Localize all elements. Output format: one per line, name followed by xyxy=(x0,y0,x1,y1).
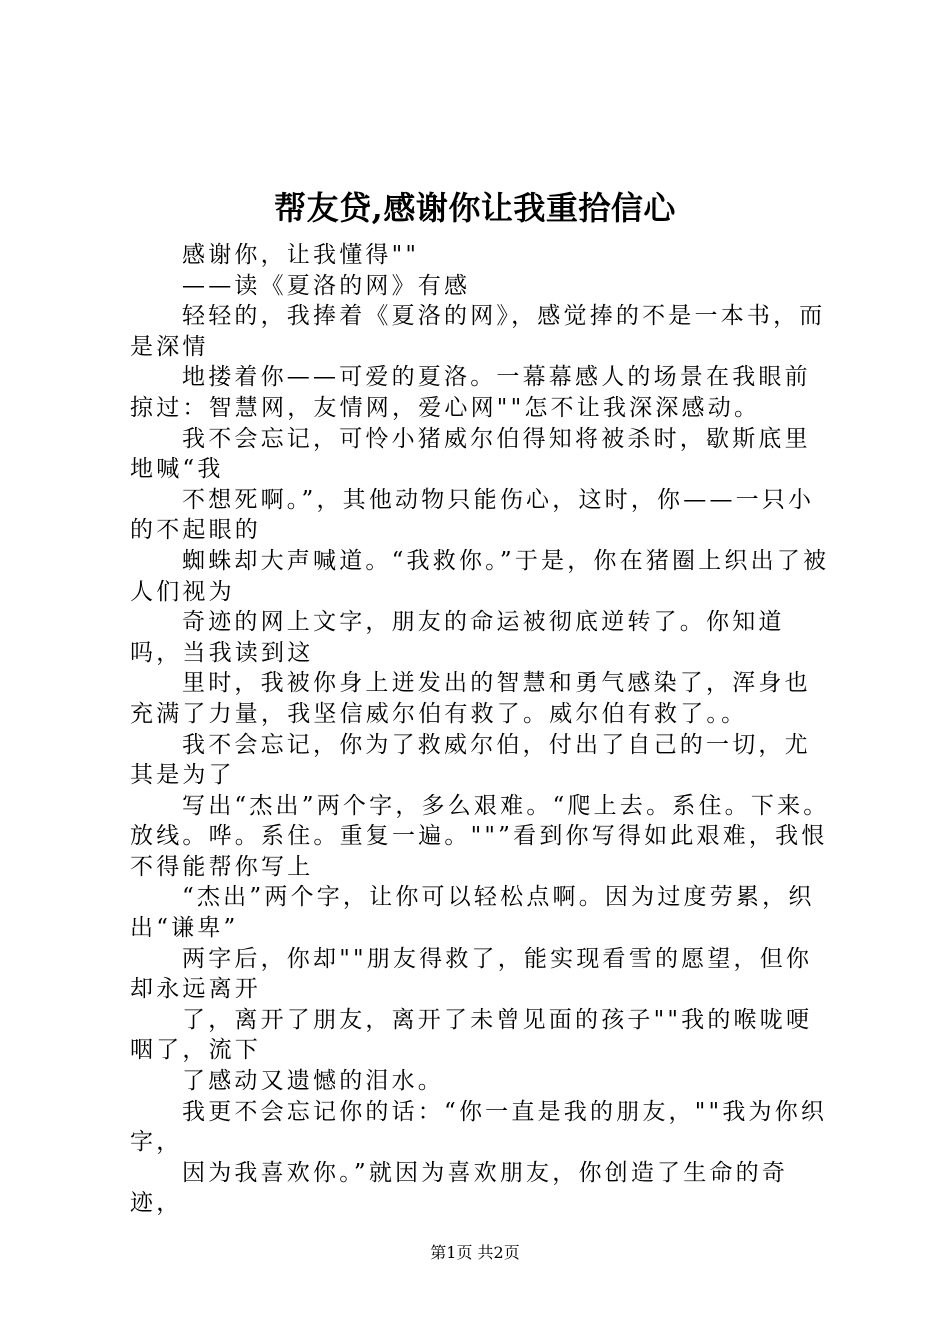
paragraph: 两字后，你却""朋友得救了，能实现看雪的愿望，但你却永远离开 xyxy=(130,945,813,1003)
paragraph: 里时，我被你身上迸发出的智慧和勇气感染了，浑身也充满了力量，我坚信威尔伯有救了。威尔伯有救了。。 xyxy=(130,670,811,727)
paragraph: 我不会忘记，你为了救威尔伯，付出了自己的一切，尤其是为了 xyxy=(130,731,811,789)
paragraph: 写出“杰出”两个字，多么艰难。“爬上去。系住。下来。放线。哗。系住。重复一遍。""”看到你写得如此艰难，我恨不得能帮你写上 xyxy=(130,792,830,880)
paragraph: 了，离开了朋友，离开了未曾见面的孩子""我的喉咙哽咽了，流下 xyxy=(130,1006,813,1064)
paragraph: 我更不会忘记你的话：“你一直是我的朋友，""我为你织字， xyxy=(130,1098,828,1156)
page-footer: 第1页 共2页 xyxy=(430,1243,520,1262)
paragraph: 轻轻的，我捧着《夏洛的网》，感觉捧的不是一本书，而是深情 xyxy=(130,303,826,360)
paragraph: “杰出”两个字，让你可以轻松点啊。因为过度劳累，织出“谦卑” xyxy=(130,884,815,942)
document-title: 帮友贷,感谢你让我重拾信心 xyxy=(274,189,676,227)
paragraph: 了感动又遗憾的泪水。 xyxy=(182,1068,444,1095)
paragraph: 我不会忘记，可怜小猪威尔伯得知将被杀时，歇斯底里地喊“我 xyxy=(130,425,811,483)
paragraph: 奇迹的网上文字，朋友的命运被彻底逆转了。你知道吗，当我读到这 xyxy=(130,609,785,666)
paragraph: 地搂着你——可爱的夏洛。一幕幕感人的场景在我眼前掠过：智慧网，友情网，爱心网""怎不让我深深感动。 xyxy=(130,364,811,421)
paragraph: 感谢你，让我懂得"" xyxy=(182,242,420,268)
paragraph: ——读《夏洛的网》有感 xyxy=(182,272,471,299)
paragraph: 因为我喜欢你。”就因为喜欢朋友，你创造了生命的奇迹， xyxy=(130,1159,789,1217)
document-body xyxy=(130,240,832,1219)
paragraph: 蜘蛛却大声喊道。“我救你。”于是，你在猪圈上织出了被人们视为 xyxy=(130,547,830,605)
paragraph: 不想死啊。”，其他动物只能伤心，这时，你——一只小的不起眼的 xyxy=(130,486,815,544)
